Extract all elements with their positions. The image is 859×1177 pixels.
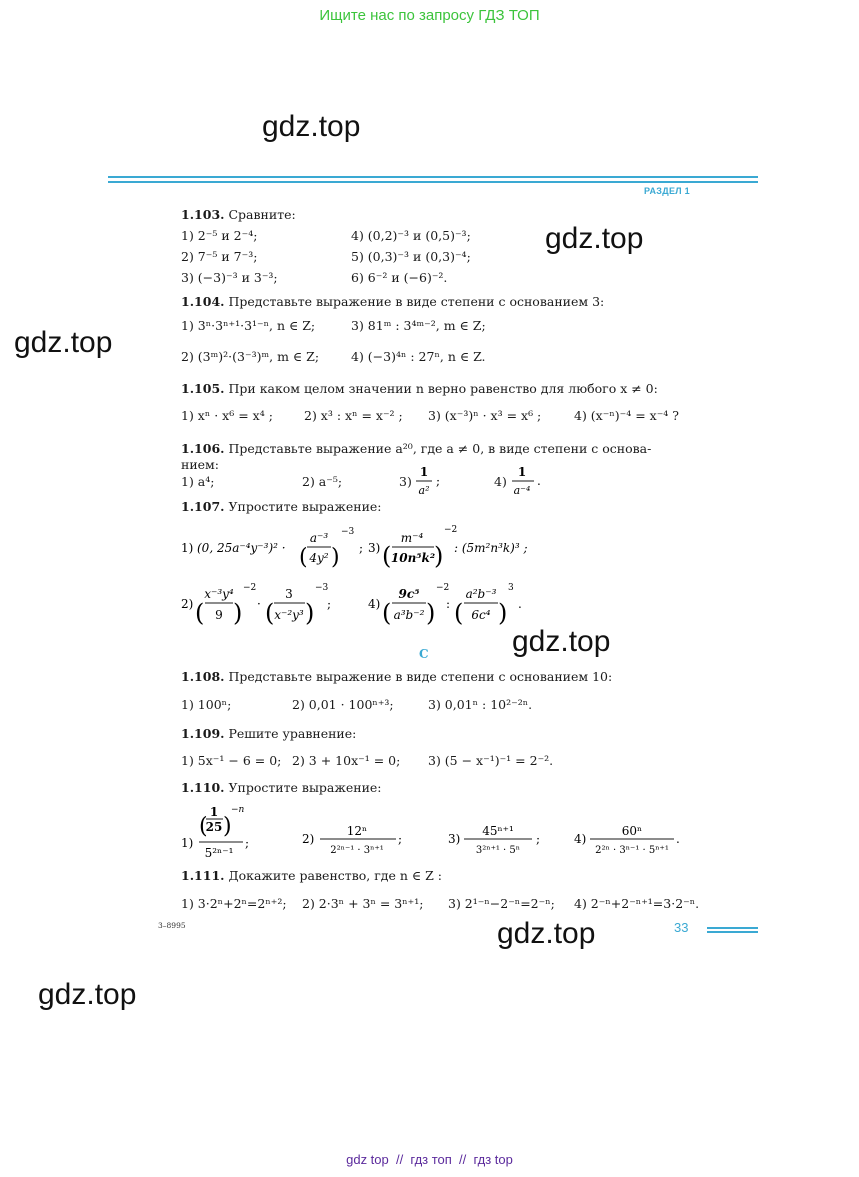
svg-text:3: 3: [285, 587, 293, 601]
svg-text:9: 9: [215, 608, 223, 622]
problem-number: 1.109.: [181, 726, 225, 741]
svg-text:m⁻⁴: m⁻⁴: [400, 531, 424, 545]
section-label: РАЗДЕЛ 1: [644, 186, 690, 196]
svg-text:2): 2): [302, 832, 315, 846]
problem-title: Упростите выражение:: [228, 499, 382, 514]
section-c-label: C: [419, 647, 429, 661]
expression-1-107-2: [181, 578, 341, 634]
print-code: 3–8995: [158, 921, 186, 930]
watermark: gdz.top: [497, 917, 596, 950]
svg-text:−3: −3: [315, 583, 329, 593]
problem-item: 3) 2¹⁻ⁿ−2⁻ⁿ=2⁻ⁿ;: [448, 896, 555, 911]
problem-item: 3): [399, 474, 412, 489]
svg-text:): ): [498, 599, 508, 627]
problem-item: 6) 6⁻² и (−6)⁻².: [351, 270, 448, 285]
problem-item: 2) a⁻⁵;: [302, 474, 343, 489]
watermark: gdz.top: [262, 110, 361, 143]
problem-title: Сравните:: [228, 207, 296, 222]
problem-1-103-heading: [181, 207, 296, 223]
expression-1-107-1: [181, 522, 366, 574]
problem-item: 3) (x⁻³)ⁿ · x³ = x⁶ ;: [428, 408, 542, 423]
fraction-item-3: [414, 463, 444, 501]
problem-item: 1) 2⁻⁵ и 2⁻⁴;: [181, 228, 258, 243]
svg-text:;: ;: [436, 474, 441, 488]
svg-text:(0, 25a⁻⁴y⁻³)² ·: (0, 25a⁻⁴y⁻³)² ·: [197, 541, 286, 555]
svg-text:5²ⁿ⁻¹: 5²ⁿ⁻¹: [204, 846, 234, 860]
svg-text:(: (: [382, 599, 392, 627]
svg-text:x⁻³y⁴: x⁻³y⁴: [204, 587, 234, 601]
problem-item: 1) xⁿ · x⁶ = x⁴ ;: [181, 408, 273, 423]
problem-1-104-heading: [181, 294, 604, 310]
page-number: 33: [674, 920, 689, 935]
problem-number: 1.103.: [181, 207, 225, 222]
problem-item: 4) (0,2)⁻³ и (0,5)⁻³;: [351, 228, 471, 243]
problem-title: При каком целом значении n верно равенство для любого x ≠ 0:: [228, 381, 658, 396]
svg-text:−3: −3: [341, 527, 355, 537]
svg-text:.: .: [537, 474, 541, 488]
svg-text:10n⁵k²: 10n⁵k²: [390, 551, 436, 565]
bottom-footer: gdz top // гдз топ // гдз top: [346, 1152, 513, 1167]
problem-item: 3) 0,01ⁿ : 10²⁻²ⁿ.: [428, 697, 533, 712]
svg-text:): ): [305, 599, 315, 627]
problem-item: 1) 3·2ⁿ+2ⁿ=2ⁿ⁺²;: [181, 896, 287, 911]
svg-text:: (5m²n³k)³ ;: : (5m²n³k)³ ;: [454, 541, 528, 555]
problem-title: Упростите выражение:: [228, 780, 382, 795]
fraction-item-4: [510, 463, 546, 501]
svg-text:;: ;: [398, 832, 403, 846]
problem-item: 2) (3ᵐ)²·(3⁻³)ᵐ, m ∈ Z;: [181, 349, 320, 364]
expression-1-107-4: [368, 578, 528, 634]
svg-text:3): 3): [448, 832, 461, 846]
svg-text:1): 1): [181, 836, 194, 850]
footer-rule: [707, 927, 758, 933]
svg-text:): ): [434, 542, 444, 570]
svg-text:2²ⁿ · 3ⁿ⁻¹ · 5ⁿ⁺¹: 2²ⁿ · 3ⁿ⁻¹ · 5ⁿ⁺¹: [595, 845, 669, 856]
svg-text:3): 3): [368, 541, 381, 555]
problem-1-111-heading: [181, 868, 442, 884]
top-banner: Ищите нас по запросу ГДЗ ТОП: [319, 7, 540, 24]
problem-item: 2) 2·3ⁿ + 3ⁿ = 3ⁿ⁺¹;: [302, 896, 424, 911]
problem-number: 1.104.: [181, 294, 225, 309]
problem-item: 1) 100ⁿ;: [181, 697, 232, 712]
svg-text:;: ;: [245, 836, 250, 850]
svg-text:(: (: [382, 542, 392, 570]
problem-item: 2) 3 + 10x⁻¹ = 0;: [292, 753, 401, 768]
svg-text:a²b⁻³: a²b⁻³: [465, 587, 497, 601]
expression-1-110-1: [181, 803, 261, 863]
problem-1-107-heading: [181, 499, 382, 515]
problem-item: 2) 7⁻⁵ и 7⁻³;: [181, 249, 258, 264]
problem-item: 1) a⁴;: [181, 474, 215, 489]
problem-title: Представьте выражение в виде степени с основанием 10:: [228, 669, 613, 684]
svg-text::: :: [446, 597, 451, 611]
svg-text:;: ;: [327, 597, 332, 611]
problem-title: Представьте выражение a²⁰, где a ≠ 0, в виде степени с основа-: [228, 441, 652, 456]
problem-item: 2) x³ : xⁿ = x⁻² ;: [304, 408, 403, 423]
svg-text:−2: −2: [243, 583, 257, 593]
problem-number: 1.111.: [181, 868, 225, 883]
problem-item: 5) (0,3)⁻³ и (0,3)⁻⁴;: [351, 249, 471, 264]
problem-title: Докажите равенство, где n ∈ Z :: [228, 868, 442, 883]
svg-text:3²ⁿ⁺¹ · 5ⁿ: 3²ⁿ⁺¹ · 5ⁿ: [475, 845, 521, 856]
problem-number: 1.106.: [181, 441, 225, 456]
svg-text:−2: −2: [444, 525, 458, 535]
problem-1-110-heading: [181, 780, 382, 796]
svg-text:·: ·: [257, 597, 261, 611]
problem-item: 3) (−3)⁻³ и 3⁻³;: [181, 270, 278, 285]
svg-text:3: 3: [508, 583, 514, 593]
watermark: gdz.top: [38, 978, 137, 1011]
svg-text:): ): [331, 545, 340, 570]
problem-item: 4) (−3)⁴ⁿ : 27ⁿ, n ∈ Z.: [351, 349, 486, 364]
svg-text:1: 1: [209, 805, 219, 819]
svg-text:a⁻³: a⁻³: [309, 531, 329, 545]
svg-text:4y²: 4y²: [309, 551, 329, 565]
svg-text:4): 4): [368, 597, 381, 611]
svg-text:): ): [233, 599, 243, 627]
svg-text:6c⁴: 6c⁴: [471, 608, 491, 622]
svg-text:2): 2): [181, 597, 194, 611]
svg-text:2²ⁿ⁻¹ · 3ⁿ⁺¹: 2²ⁿ⁻¹ · 3ⁿ⁺¹: [330, 845, 384, 856]
header-rule: [108, 176, 758, 183]
svg-text:25: 25: [205, 820, 223, 834]
svg-text:(: (: [265, 599, 275, 627]
problem-title-continued: нием:: [181, 457, 219, 472]
problem-item: 3) (5 − x⁻¹)⁻¹ = 2⁻².: [428, 753, 554, 768]
svg-text:−n: −n: [231, 805, 245, 815]
svg-text:a³b⁻²: a³b⁻²: [393, 608, 425, 622]
problem-number: 1.110.: [181, 780, 225, 795]
svg-text:(: (: [454, 599, 464, 627]
svg-text:;: ;: [536, 832, 541, 846]
svg-text:60ⁿ: 60ⁿ: [621, 824, 643, 838]
problem-number: 1.108.: [181, 669, 225, 684]
svg-text:): ): [223, 814, 232, 839]
expression-1-110-4: [574, 820, 684, 860]
expression-1-110-2: [302, 820, 412, 860]
svg-text:−2: −2: [436, 583, 450, 593]
problem-number: 1.107.: [181, 499, 225, 514]
svg-text:(: (: [195, 599, 205, 627]
problem-title: Решите уравнение:: [228, 726, 357, 741]
problem-1-109-heading: [181, 726, 356, 742]
problem-item: 1) 5x⁻¹ − 6 = 0;: [181, 753, 282, 768]
svg-text:45ⁿ⁺¹: 45ⁿ⁺¹: [482, 824, 514, 838]
problem-1-106-heading: [181, 441, 651, 457]
svg-text:1: 1: [419, 465, 429, 479]
svg-text:12ⁿ: 12ⁿ: [346, 824, 368, 838]
svg-text:(: (: [199, 814, 208, 839]
problem-item: 1) 3ⁿ·3ⁿ⁺¹·3¹⁻ⁿ, n ∈ Z;: [181, 318, 316, 333]
problem-1-108-heading: [181, 669, 612, 685]
watermark: gdz.top: [512, 625, 611, 658]
svg-text:.: .: [676, 832, 680, 846]
expression-1-110-3: [448, 820, 548, 860]
problem-number: 1.105.: [181, 381, 225, 396]
problem-item: 3) 81ᵐ : 3⁴ᵐ⁻², m ∈ Z;: [351, 318, 486, 333]
problem-1-105-heading: [181, 381, 658, 397]
problem-item: 2) 0,01 · 100ⁿ⁺³;: [292, 697, 394, 712]
svg-text:9c⁵: 9c⁵: [398, 587, 420, 601]
expression-1-107-3: [368, 520, 538, 574]
watermark: gdz.top: [14, 326, 113, 359]
svg-text:1): 1): [181, 541, 194, 555]
svg-text:1: 1: [517, 465, 527, 479]
svg-text:): ): [426, 599, 436, 627]
svg-text:;: ;: [359, 541, 364, 555]
svg-text:4): 4): [574, 832, 587, 846]
svg-text:.: .: [518, 597, 522, 611]
problem-item: 4) 2⁻ⁿ+2⁻ⁿ⁺¹=3·2⁻ⁿ.: [574, 896, 700, 911]
problem-item: 4) (x⁻ⁿ)⁻⁴ = x⁻⁴ ?: [574, 408, 679, 423]
watermark: gdz.top: [545, 222, 644, 255]
svg-text:x⁻²y³: x⁻²y³: [274, 608, 304, 622]
svg-text:(: (: [299, 545, 308, 570]
problem-item: 4): [494, 474, 507, 489]
svg-text:a²: a²: [418, 484, 430, 497]
problem-title: Представьте выражение в виде степени с основанием 3:: [228, 294, 605, 309]
svg-text:a⁻⁴: a⁻⁴: [513, 484, 531, 497]
